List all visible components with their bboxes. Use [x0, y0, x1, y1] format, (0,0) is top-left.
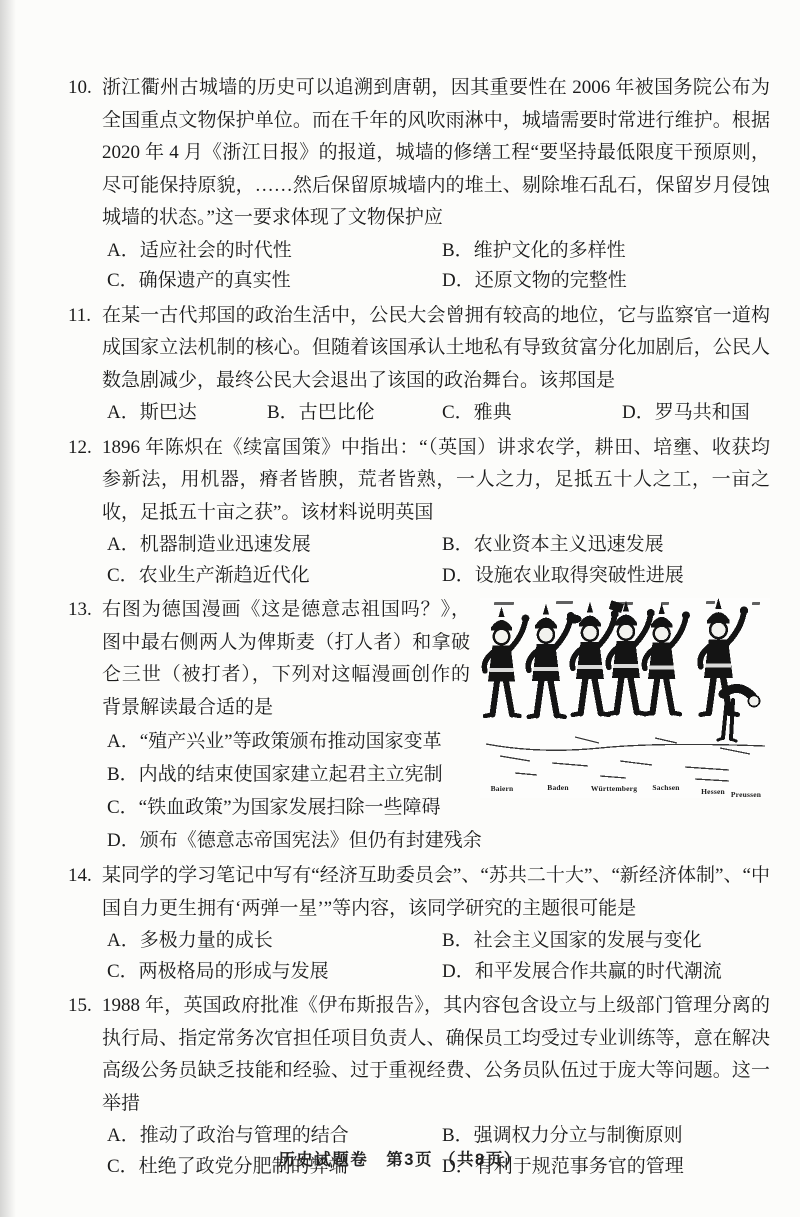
option-d: D．有利于规范事务官的管理	[442, 1155, 684, 1177]
state-label: Baden	[547, 783, 569, 792]
question-body	[102, 72, 770, 297]
question-11	[68, 300, 770, 429]
question-stem: 在某一古代邦国的政治生活中，公民大会曾拥有较高的地位，它与监察官一道构成国家立法机制的核心。但随着该国承认土地私有导致贫富分化加剧后，公民人数急剧减少，最终公民大会退出了该国的政治舞台。该邦国是	[102, 304, 770, 391]
question-10	[68, 72, 770, 297]
options-grid	[102, 530, 770, 591]
question-stem: 1988 年，英国政府批准《伊布斯报告》，其内容包含设立与上级部门管理分离的执行局、指定常务次官担任项目负责人、确保员工均受过专业训练等，意在解决高级公务员缺乏技能和经验、过于重视经费、公务员队伍过于庞大等问题。这一举措	[102, 995, 770, 1114]
question-body	[102, 432, 770, 592]
option-a: A．机器制造业迅速发展	[107, 534, 311, 555]
question-body	[102, 300, 770, 429]
question-body	[102, 594, 770, 857]
option-b: B．内战的结束使国家建立起君主立宪制	[107, 764, 443, 785]
questions-area	[68, 72, 770, 1185]
option-a: A．多极力量的成长	[107, 930, 273, 951]
german-states-cartoon-image	[480, 598, 770, 798]
option-c: C．农业生产渐趋近代化	[107, 564, 310, 586]
state-label: Hessen	[701, 787, 725, 796]
question-number: 14.	[68, 865, 92, 886]
options-grid	[102, 926, 770, 987]
question-stem: 某同学的学习笔记中写有“经济互助委员会”、“苏共二十大”、“新经济体制”、“中国自力更生拥有‘两弹一星’”等内容，该同学研究的主题很可能是	[102, 865, 770, 919]
options-row	[102, 398, 770, 429]
raised-hat	[567, 615, 582, 624]
soldier-figures	[484, 598, 759, 741]
state-labels	[491, 783, 762, 798]
question-number: 12.	[68, 436, 92, 458]
option-b: B．古巴比伦	[267, 402, 375, 423]
option-a: A．适应社会的时代性	[107, 239, 292, 261]
option-d: D．颁布《德意志帝国宪法》但仍有封建残余	[107, 830, 482, 851]
option-c: C．两极格局的形成与发展	[107, 960, 329, 982]
question-12	[68, 432, 770, 592]
state-label: Württemberg	[590, 784, 638, 793]
option-c: C．“铁血政策”为国家发展扫除一些障碍	[107, 797, 441, 818]
question-number: 11.	[68, 304, 92, 326]
options-grid	[102, 236, 770, 297]
question-stem: 浙江衢州古城墙的历史可以追溯到唐朝，因其重要性在 2006 年被国务院公布为全国重点文物保护单位。而在千年的风吹雨淋中，城墙需要时常进行维护。根据 2020 年 4 月《浙江日报》的报道，城墙的修缮工程“要坚持最低限度干预原则，尽可能保持原貌，……然后保留原城墙内的堆土、剔除堆石乱石，保留岁月侵蚀城墙的状态。”这一要求体现了文物保护应	[102, 77, 770, 228]
option-d: D．还原文物的完整性	[442, 270, 627, 291]
option-a: A．斯巴达	[107, 402, 197, 423]
question-stem: 右图为德国漫画《这是德意志祖国吗？》，图中最右侧两人为俾斯麦（打人者）和拿破仑三世（被打者），下列对这幅漫画创作的背景解读最合适的是	[102, 599, 470, 718]
option-b: B．强调权力分立与制衡原则	[442, 1125, 683, 1146]
option-a: A．“殖产兴业”等政策颁布推动国家变革	[107, 731, 442, 752]
option-d: D．设施农业取得突破性进展	[442, 564, 684, 586]
question-number: 10.	[68, 77, 92, 98]
option-b: B．农业资本主义迅速发展	[442, 534, 664, 555]
option-b: B．社会主义国家的发展与变化	[442, 930, 702, 951]
option-d: D．罗马共和国	[622, 402, 750, 423]
question-13	[68, 594, 770, 857]
question-stem: 1896 年陈炽在《续富国策》中指出：“（英国）讲求农学，耕田、培壅、收获均参新法，用机器，瘠者皆腴，荒者皆熟，一人之力，足抵五十人之工，一亩之收，足抵五十亩之获”。该材料说明英国	[102, 436, 770, 523]
state-label: Baiern	[490, 784, 514, 793]
question-14	[68, 860, 770, 987]
page-footer: 历史试题卷 第3页 （共8页）	[278, 1151, 522, 1169]
option-c: C．雅典	[442, 402, 512, 423]
question-number: 13.	[68, 599, 92, 620]
option-c: C．确保遗产的真实性	[107, 270, 291, 291]
ground-hatching	[486, 737, 765, 781]
option-c: C．杜绝了政党分肥制的弊端	[107, 1155, 348, 1177]
question-number: 15.	[68, 995, 92, 1016]
question-body	[102, 860, 770, 987]
scan-edge-shadow	[0, 0, 16, 1217]
option-d: D．和平发展合作共赢的时代潮流	[442, 960, 722, 982]
option-b: B．维护文化的多样性	[442, 239, 626, 261]
state-label: Preussen	[730, 790, 762, 798]
option-a: A．推动了政治与管理的结合	[107, 1125, 349, 1146]
state-label: Sachsen	[652, 783, 680, 792]
